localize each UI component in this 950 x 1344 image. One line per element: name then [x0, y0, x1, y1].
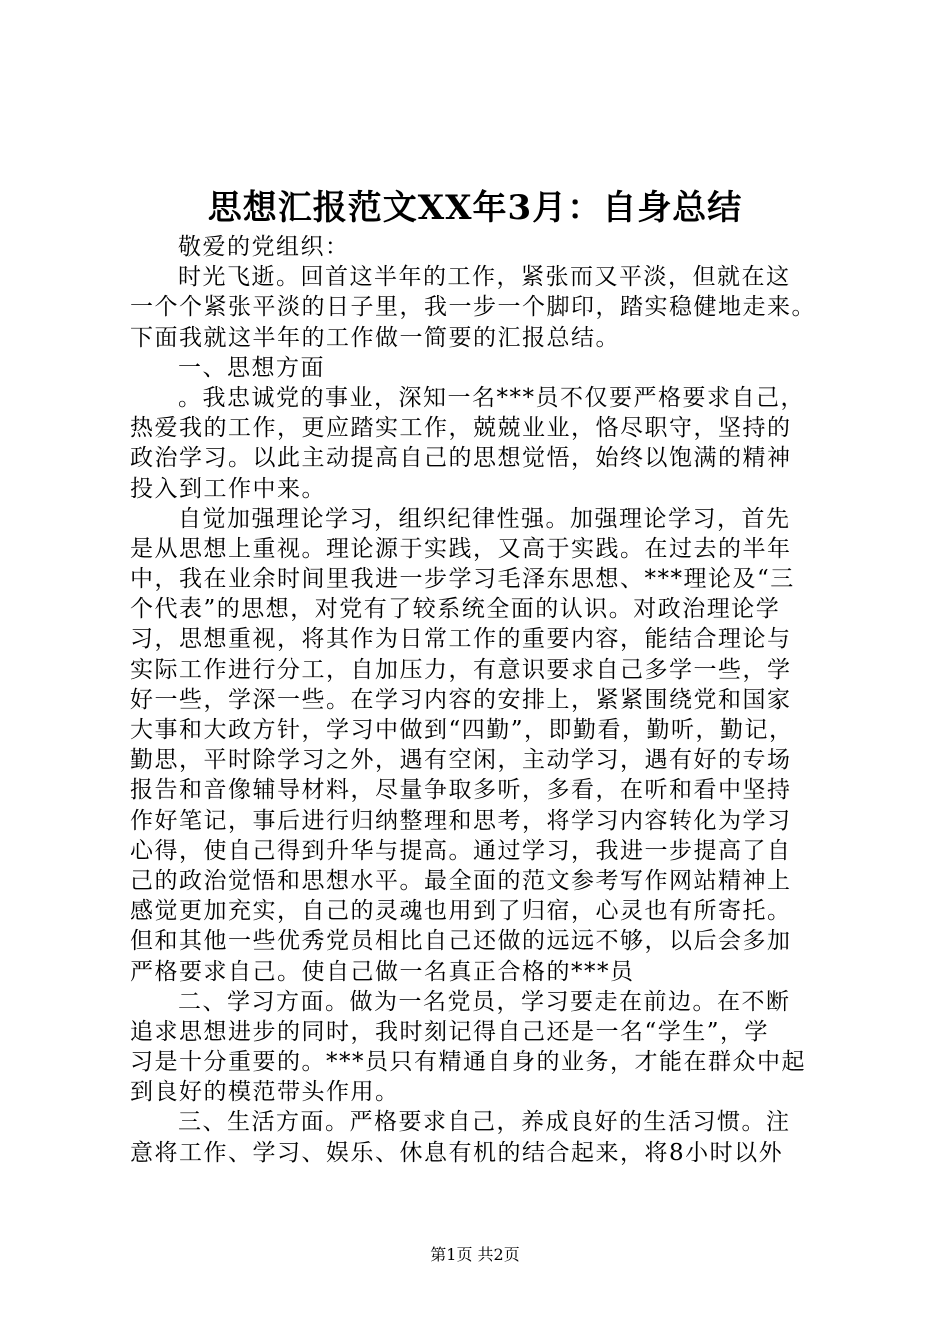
body-line: 好一些，学深一些。在学习内容的安排上，紧紧围绕党和国家: [130, 686, 792, 713]
body-line: 时光飞逝。回首这半年的工作，紧张而又平淡，但就在这: [178, 264, 791, 291]
body-line: 一个个紧张平淡的日子里，我一步一个脚印，踏实稳健地走来。: [130, 294, 816, 321]
body-line: 大事和大政方针，学习中做到“四勤”，即勤看，勤听，勤记，: [130, 717, 794, 743]
body-line: 下面我就这半年的工作做一简要的汇报总结。: [130, 324, 620, 351]
body-line: 政治学习。以此主动提高自己的思想觉悟，始终以饱满的精神: [130, 445, 792, 472]
body-line: 敬爱的党组织：: [178, 234, 350, 260]
page-footer: 第1页 共2页: [430, 1245, 520, 1264]
body-line: 作好笔记，事后进行归纳整理和思考，将学习内容转化为学习: [130, 807, 792, 834]
body-line: 是从思想上重视。理论源于实践，又高于实践。在过去的半年: [130, 535, 792, 562]
body-line: 严格要求自己。使自己做一名真正合格的***员: [130, 958, 635, 985]
body-line: 三、生活方面。严格要求自己，养成良好的生活习惯。注: [178, 1109, 791, 1136]
document-body: [130, 232, 830, 1168]
body-line: 但和其他一些优秀党员相比自己还做的远远不够，以后会多加: [130, 928, 792, 955]
body-line: 习，思想重视，将其作为日常工作的重要内容，能结合理论与: [130, 626, 792, 653]
body-line: 个代表”的思想，对党有了较系统全面的认识。对政治理论学: [130, 596, 781, 623]
document-title: 思想汇报范文XX年3月：自身总结: [207, 188, 743, 228]
body-line: 感觉更加充实，自己的灵魂也用到了归宿，心灵也有所寄托。: [130, 898, 792, 925]
body-line: 报告和音像辅导材料，尽量争取多听，多看，在听和看中坚持: [130, 777, 792, 804]
body-line: 习是十分重要的。***员只有精通自身的业务，才能在群众中起: [130, 1049, 806, 1076]
body-line: 投入到工作中来。: [130, 475, 326, 502]
body-line: 追求思想进步的同时，我时刻记得自己还是一名“学生”，学: [130, 1018, 770, 1045]
body-line: 中，我在业余时间里我进一步学习毛泽东思想、***理论及“三: [130, 566, 795, 593]
body-line: 热爱我的工作，更应踏实工作，兢兢业业，恪尽职守，坚持的: [130, 415, 792, 442]
body-line: 己的政治觉悟和思想水平。最全面的范文参考写作网站精神上: [130, 867, 792, 894]
body-line: 自觉加强理论学习，组织纪律性强。加强理论学习，首先: [178, 505, 791, 532]
body-line: 一、思想方面: [178, 354, 325, 381]
body-line: 。我忠诚党的事业，深知一名***员不仅要严格要求自己，: [178, 384, 805, 411]
body-line: 实际工作进行分工，自加压力，有意识要求自己多学一些，学: [130, 656, 792, 683]
body-line: 到良好的模范带头作用。: [130, 1079, 400, 1106]
body-line: 心得，使自己得到升华与提高。通过学习，我进一步提高了自: [130, 837, 792, 864]
body-line: 二、学习方面。做为一名党员，学习要走在前边。在不断: [178, 988, 791, 1015]
body-line: 意将工作、学习、娱乐、休息有机的结合起来，将8小时以外: [130, 1139, 784, 1166]
body-line: 勤思，平时除学习之外，遇有空闲，主动学习，遇有好的专场: [130, 747, 792, 774]
